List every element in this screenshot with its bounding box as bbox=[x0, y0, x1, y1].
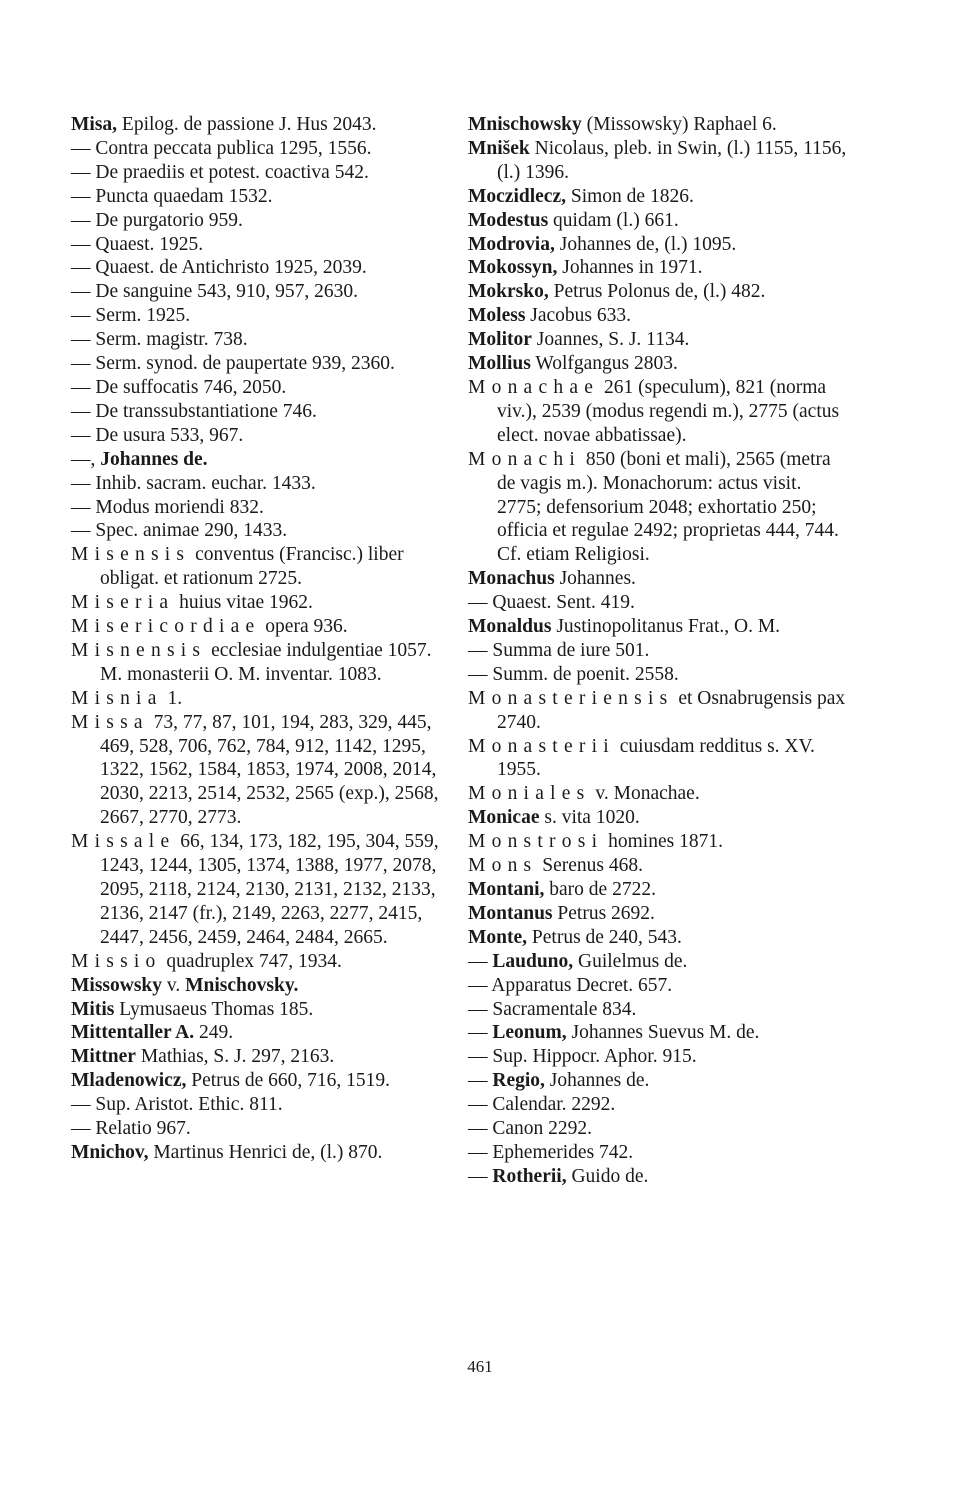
bold-headword: Moczidlecz, bbox=[468, 185, 566, 207]
index-entry bbox=[468, 256, 848, 280]
index-entry bbox=[468, 185, 848, 209]
entry-text: Petrus Polonus de, (l.) 482. bbox=[548, 281, 766, 303]
index-entry bbox=[468, 113, 848, 137]
entry-text: — Canon 2292. bbox=[468, 1118, 593, 1140]
entry-text: Mathias, S. J. 297, 2163. bbox=[135, 1046, 335, 1068]
spaced-headword: Missio bbox=[71, 950, 162, 972]
bold-headword: Misa, bbox=[71, 114, 118, 135]
bold-headword: Mollius bbox=[468, 353, 531, 375]
entry-text: Johannes. bbox=[554, 568, 636, 590]
entry-text: 73, 77, 87, 101, 194, 283, 329, 445, 469, 528, 706, 762, 784, 912, 1142, 1295, 1322, 1562, 1584, 1853, 1974, 2008, 2014, 2030, 2213, 2514, 2532, 2565 (exp.), 2568, 2667, 2770, 2773. bbox=[100, 711, 444, 829]
entry-text: — Apparatus Decret. 657. bbox=[468, 974, 673, 996]
bold-headword: Monachus bbox=[468, 568, 555, 590]
bold-headword: Monte, bbox=[468, 926, 528, 948]
index-entry bbox=[71, 615, 449, 639]
bold-headword: Mnischowsky bbox=[468, 114, 582, 135]
index-entry bbox=[468, 1141, 848, 1165]
bold-headword: Mokossyn, bbox=[468, 257, 558, 279]
entry-text: Martinus Henrici de, (l.) 870. bbox=[148, 1141, 383, 1163]
entry-text: — Serm. 1925. bbox=[71, 305, 191, 327]
index-entry bbox=[468, 591, 848, 615]
entry-text: 1. bbox=[162, 687, 183, 709]
index-entry bbox=[468, 663, 848, 687]
entry-text: — Sup. Hippocr. Aphor. 915. bbox=[468, 1046, 697, 1068]
bold-headword: Modestus bbox=[468, 209, 549, 231]
index-entry bbox=[71, 519, 449, 543]
index-entry bbox=[71, 1069, 449, 1093]
right-column bbox=[468, 113, 852, 1189]
index-entry bbox=[468, 1093, 848, 1117]
left-column bbox=[71, 113, 449, 1165]
index-entry bbox=[468, 280, 848, 304]
index-entry bbox=[71, 376, 449, 400]
index-entry bbox=[71, 950, 449, 974]
entry-text: Guido de. bbox=[566, 1165, 649, 1187]
entry-text: 66, 134, 173, 182, 195, 304, 559, 1243, 1244, 1305, 1374, 1388, 1977, 2078, 2095, 2118, 2124, 2130, 2131, 2132, 2133, 2136, 2147 (fr.), 2149, 2263, 2277, 2415, 2447, 2456, 2459, 2464, 2484, 2665. bbox=[100, 831, 444, 948]
entry-prefix: — bbox=[468, 1165, 493, 1187]
entry-text: Nicolaus, pleb. in Swin, (l.) 1155, 1156, (l.) 1396. bbox=[497, 137, 852, 183]
entry-text: quidam (l.) 661. bbox=[548, 209, 679, 231]
index-entry bbox=[71, 280, 449, 304]
entry-text: cuiusdam redditus s. XV. 1955. bbox=[497, 735, 820, 781]
entry-text: — Puncta quaedam 1532. bbox=[71, 185, 273, 207]
entry-text: Serenus 468. bbox=[537, 855, 644, 877]
entry-text: — Modus moriendi 832. bbox=[71, 496, 264, 518]
entry-text: — Quaest. Sent. 419. bbox=[468, 592, 635, 614]
entry-text: — Quaest. 1925. bbox=[71, 233, 204, 255]
entry-text: Petrus de 240, 543. bbox=[527, 926, 682, 948]
entry-text: — De praediis et potest. coactiva 542. bbox=[71, 161, 369, 183]
bold-headword: Mitis bbox=[71, 998, 115, 1020]
index-entry bbox=[71, 304, 449, 328]
spaced-headword: Miseria bbox=[71, 592, 175, 614]
index-entry bbox=[71, 472, 449, 496]
bold-headword: Molitor bbox=[468, 329, 532, 351]
entry-text: — Serm. synod. de paupertate 939, 2360. bbox=[71, 353, 395, 375]
bold-headword: Mittner bbox=[71, 1046, 136, 1068]
index-entry bbox=[468, 687, 848, 735]
bold-headword: Johannes de. bbox=[100, 448, 208, 470]
entry-text: Jacobus 633. bbox=[525, 305, 632, 327]
index-entry bbox=[71, 233, 449, 257]
entry-text: opera 936. bbox=[260, 616, 348, 638]
entry-text: — Quaest. de Antichristo 1925, 2039. bbox=[71, 257, 367, 279]
entry-text: Justinopolitanus Frat., O. M. bbox=[551, 616, 781, 638]
index-entry bbox=[71, 687, 449, 711]
entry-text: 850 (boni et mali), 2565 (metra de vagis m.). Monachorum: actus visit. 2775; defensorium 2048; exhortatio 250; officia et regulae 2492; proprietas 444, 744. Cf. etiam Religiosi. bbox=[497, 448, 844, 566]
entry-text: — De sanguine 543, 910, 957, 2630. bbox=[71, 281, 359, 303]
entry-text: s. vita 1020. bbox=[539, 807, 640, 829]
index-entry bbox=[468, 233, 848, 257]
index-entry bbox=[468, 1069, 848, 1093]
entry-text: homines 1871. bbox=[603, 831, 723, 853]
entry-text: — De suffocatis 746, 2050. bbox=[71, 376, 287, 398]
index-entry bbox=[468, 615, 848, 639]
bold-headword: Mnišek bbox=[468, 137, 530, 159]
spaced-headword: Monasterii bbox=[468, 735, 615, 757]
entry-text: ecclesiae indulgentiae 1057. M. monasterii O. M. inventar. 1083. bbox=[100, 639, 437, 685]
bold-headword: Rotherii, bbox=[492, 1165, 567, 1187]
bold-headword: Modrovia, bbox=[468, 233, 555, 255]
entry-text: — Sacramentale 834. bbox=[468, 998, 637, 1020]
index-entry bbox=[468, 830, 848, 854]
spaced-headword: Moniales bbox=[468, 783, 591, 805]
spaced-headword: Mons bbox=[468, 855, 538, 877]
index-entry bbox=[71, 1021, 449, 1045]
entry-text: Johannes de. bbox=[544, 1070, 650, 1092]
index-entry bbox=[71, 448, 449, 472]
entry-text: — Relatio 967. bbox=[71, 1118, 191, 1140]
entry-text: — De usura 533, 967. bbox=[71, 424, 244, 446]
entry-prefix: — bbox=[468, 1070, 493, 1092]
index-entry bbox=[71, 256, 449, 280]
index-entry bbox=[468, 854, 848, 878]
bold-headword: Moless bbox=[468, 305, 526, 327]
spaced-headword: Misnia bbox=[71, 687, 163, 709]
index-entry bbox=[71, 137, 449, 161]
entry-prefix: — bbox=[468, 950, 493, 972]
spaced-headword: Misericordiae bbox=[71, 616, 261, 638]
index-entry bbox=[468, 1117, 848, 1141]
spaced-headword: Monachi bbox=[468, 448, 581, 470]
entry-text: Simon de 1826. bbox=[566, 185, 694, 207]
entry-text: — Summ. de poenit. 2558. bbox=[468, 663, 679, 685]
index-entry bbox=[71, 998, 449, 1022]
index-entry bbox=[71, 1093, 449, 1117]
bold-headword: Lauduno, bbox=[492, 950, 574, 972]
entry-text: Petrus 2692. bbox=[552, 902, 655, 924]
spaced-headword: Monasteriensis bbox=[468, 687, 674, 709]
index-entry bbox=[468, 998, 848, 1022]
entry-prefix: — bbox=[468, 1022, 493, 1044]
index-entry bbox=[71, 209, 449, 233]
bold-headword: Mokrsko, bbox=[468, 281, 549, 303]
index-entry bbox=[71, 830, 449, 950]
page-number: 461 bbox=[467, 1357, 493, 1376]
index-entry bbox=[71, 1141, 449, 1165]
entry-text: — Spec. animae 290, 1433. bbox=[71, 520, 288, 542]
index-entry bbox=[468, 735, 848, 783]
index-entry bbox=[468, 137, 852, 185]
spaced-headword: Misnensis bbox=[71, 639, 207, 661]
bold-headword: Leonum, bbox=[492, 1022, 567, 1044]
index-entry bbox=[468, 304, 848, 328]
bold-headword: Missowsky bbox=[71, 974, 163, 996]
bold-headword: Mittentaller A. bbox=[71, 1022, 195, 1044]
index-entry bbox=[468, 902, 848, 926]
entry-text: — De transsubstantiatione 746. bbox=[71, 400, 317, 422]
index-entry bbox=[468, 448, 848, 568]
entry-text: Wolfgangus 2803. bbox=[530, 353, 678, 375]
entry-text: Joannes, S. J. 1134. bbox=[531, 329, 690, 351]
entry-text: — De purgatorio 959. bbox=[71, 209, 243, 231]
bold-headword: Regio, bbox=[492, 1070, 545, 1092]
entry-text: et Osnabrugensis pax 2740. bbox=[497, 687, 850, 733]
entry-text: v. Monachae. bbox=[590, 783, 700, 805]
index-entry bbox=[71, 328, 449, 352]
index-entry bbox=[71, 974, 449, 998]
entry-text: 249. bbox=[194, 1022, 234, 1044]
entry-text: — Sup. Aristot. Ethic. 811. bbox=[71, 1094, 283, 1116]
index-entry bbox=[468, 376, 848, 448]
entry-text: Johannes Suevus M. de. bbox=[566, 1022, 760, 1044]
entry-text: — Ephemerides 742. bbox=[468, 1141, 634, 1163]
entry-text: conventus (Francisc.) liber obligat. et rationum 2725. bbox=[100, 544, 409, 590]
entry-text: 261 (speculum), 821 (norma viv.), 2539 (modus regendi m.), 2775 (actus elect. novae abbatissae). bbox=[497, 376, 844, 446]
entry-text: — Inhib. sacram. euchar. 1433. bbox=[71, 472, 316, 494]
entry-text: — Summa de iure 501. bbox=[468, 639, 650, 661]
entry-text: baro de 2722. bbox=[544, 879, 656, 900]
spaced-headword: Misensis bbox=[71, 544, 191, 566]
bold-headword: Monaldus bbox=[468, 616, 552, 638]
entry-text: — Calendar. 2292. bbox=[468, 1094, 616, 1116]
index-entry bbox=[468, 352, 848, 376]
bold-headword: Montani, bbox=[468, 879, 545, 900]
index-entry bbox=[468, 878, 848, 902]
entry-text: Lymusaeus Thomas 185. bbox=[114, 998, 314, 1020]
index-entry bbox=[71, 711, 449, 831]
index-entry bbox=[468, 782, 848, 806]
index-entry bbox=[468, 806, 848, 830]
index-entry bbox=[468, 950, 848, 974]
index-entry bbox=[71, 185, 449, 209]
index-entry bbox=[71, 113, 449, 137]
entry-text: Johannes in 1971. bbox=[557, 257, 703, 279]
index-entry bbox=[71, 1045, 449, 1069]
entry-text: v. bbox=[162, 974, 186, 996]
index-entry bbox=[468, 209, 848, 233]
entry-text: — Contra peccata publica 1295, 1556. bbox=[71, 137, 372, 159]
entry-text: Johannes de, (l.) 1095. bbox=[554, 233, 737, 255]
entry-text: quadruplex 747, 1934. bbox=[161, 950, 342, 972]
index-entry bbox=[468, 567, 848, 591]
entry-text: (Missowsky) Raphael 6. bbox=[581, 114, 777, 135]
entry-text: — Serm. magistr. 738. bbox=[71, 329, 248, 351]
entry-text: Guilelmus de. bbox=[573, 950, 688, 972]
spaced-headword: Missale bbox=[71, 831, 176, 853]
index-entry bbox=[71, 543, 449, 591]
index-entry bbox=[71, 639, 449, 687]
index-entry bbox=[468, 639, 848, 663]
entry-text: Epilog. de passione J. Hus 2043. bbox=[117, 114, 377, 135]
index-entry bbox=[468, 328, 848, 352]
index-entry bbox=[468, 1021, 848, 1045]
bold-headword: Monicae bbox=[468, 807, 540, 829]
index-entry bbox=[71, 496, 449, 520]
index-entry bbox=[468, 1045, 848, 1069]
spaced-headword: Monachae bbox=[468, 376, 600, 398]
index-entry bbox=[71, 1117, 449, 1141]
index-entry bbox=[468, 1165, 848, 1189]
bold-headword: Mnischovsky. bbox=[185, 974, 299, 996]
index-entry bbox=[71, 591, 449, 615]
index-entry bbox=[71, 161, 449, 185]
index-entry bbox=[71, 352, 449, 376]
entry-text: huius vitae 1962. bbox=[174, 592, 313, 614]
entry-prefix: —, bbox=[71, 448, 101, 470]
bold-headword: Mladenowicz, bbox=[71, 1070, 187, 1092]
spaced-headword: Missa bbox=[71, 711, 149, 733]
index-entry bbox=[71, 400, 449, 424]
index-entry bbox=[468, 926, 848, 950]
entry-text: Petrus de 660, 716, 1519. bbox=[186, 1070, 391, 1092]
index-entry bbox=[468, 974, 848, 998]
bold-headword: Montanus bbox=[468, 902, 553, 924]
bold-headword: Mnichov, bbox=[71, 1141, 149, 1163]
spaced-headword: Monstrosi bbox=[468, 831, 604, 853]
index-entry bbox=[71, 424, 449, 448]
